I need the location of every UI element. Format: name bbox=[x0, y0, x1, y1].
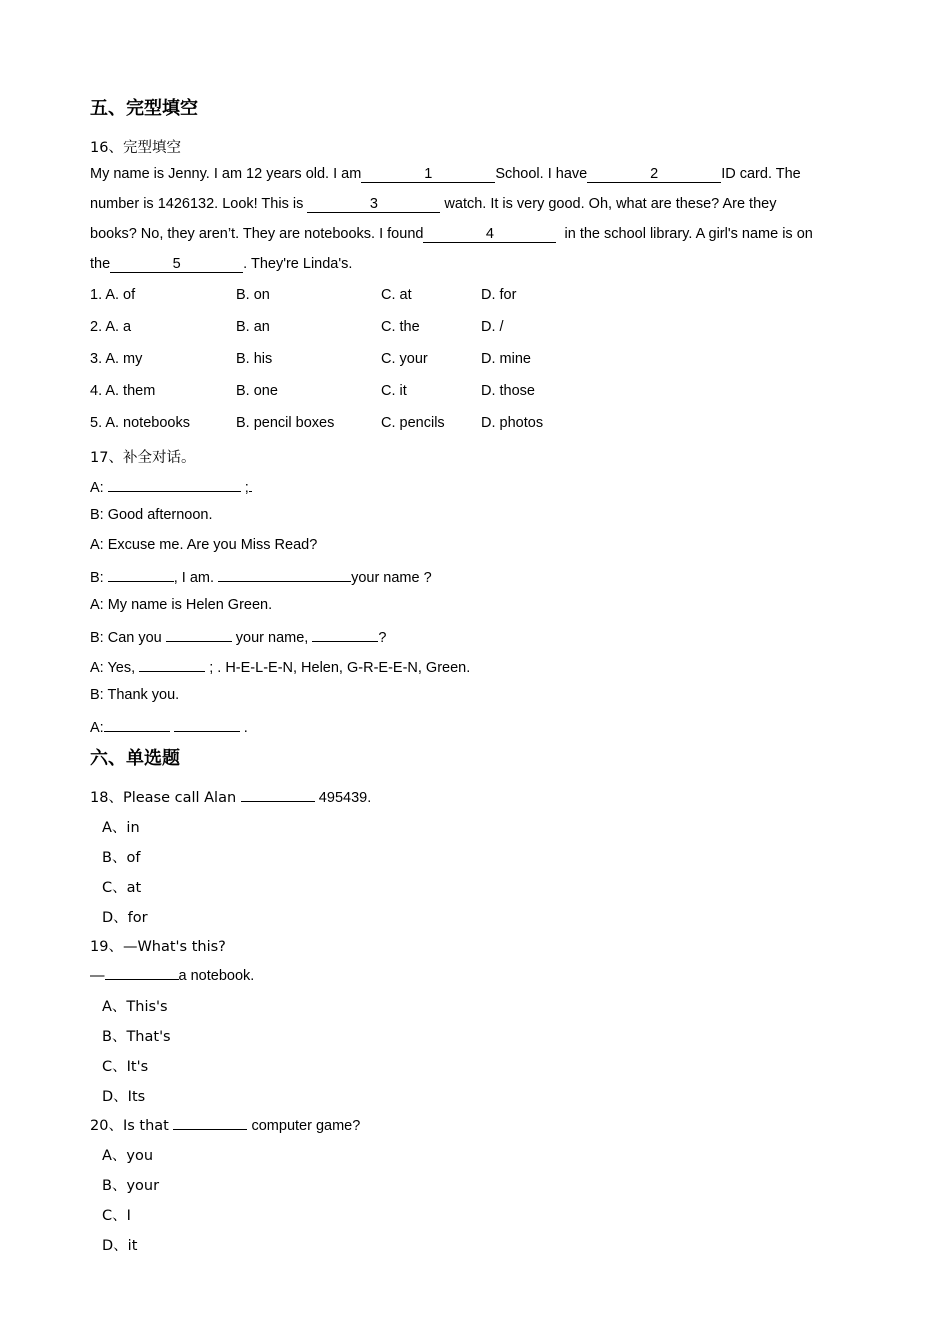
option-5-c[interactable]: C. pencils bbox=[381, 415, 445, 431]
option-4-b[interactable]: B. one bbox=[236, 383, 278, 399]
dialog-line-1 bbox=[90, 477, 252, 496]
dialog-blank[interactable] bbox=[218, 567, 351, 582]
dialog-blank[interactable] bbox=[174, 717, 240, 732]
section-title-single-choice: 六、单选题 bbox=[90, 748, 180, 769]
option-1-c[interactable]: C. at bbox=[381, 287, 412, 303]
q20-choice-a[interactable]: A、you bbox=[102, 1148, 154, 1164]
option-2-d[interactable]: D. / bbox=[481, 319, 504, 335]
cloze-text: School. I have bbox=[495, 166, 588, 182]
dialog-blank-tail bbox=[249, 477, 252, 492]
option-5-a[interactable]: 5. A. notebooks bbox=[90, 415, 190, 431]
option-3-b[interactable]: B. his bbox=[236, 351, 273, 367]
option-5-b[interactable]: B. pencil boxes bbox=[236, 415, 335, 431]
dialog-text: , I am. bbox=[173, 570, 219, 586]
dialog-text: ; . H-E-L-E-N, Helen, G-R-E-E-N, Green. bbox=[205, 660, 471, 676]
dialog-line-4 bbox=[90, 567, 432, 586]
question-19-answer-line bbox=[90, 965, 254, 984]
dialog-text: A: bbox=[90, 720, 104, 736]
section-title-cloze: 五、完型填空 bbox=[90, 98, 198, 119]
question-text: — bbox=[90, 968, 105, 984]
dialog-text: A: Yes, bbox=[90, 660, 140, 676]
dialog-blank[interactable] bbox=[108, 477, 241, 492]
question-text: a notebook. bbox=[178, 968, 255, 984]
q20-choice-c[interactable]: C、I bbox=[102, 1208, 131, 1224]
option-4-d[interactable]: D. those bbox=[481, 383, 535, 399]
dialog-line-9 bbox=[90, 717, 248, 736]
cloze-text: My name is Jenny. I am 12 years old. I am bbox=[90, 166, 362, 182]
answer-blank[interactable] bbox=[173, 1115, 247, 1130]
q18-choice-c[interactable]: C、at bbox=[102, 880, 142, 896]
dialog-text: A: bbox=[90, 480, 108, 496]
option-3-d[interactable]: D. mine bbox=[481, 351, 531, 367]
cloze-blank-2[interactable]: 2 bbox=[587, 167, 721, 183]
option-5-d[interactable]: D. photos bbox=[481, 415, 544, 431]
dialog-blank[interactable] bbox=[108, 567, 174, 582]
option-2-a[interactable]: 2. A. a bbox=[90, 319, 132, 335]
q20-choice-d[interactable]: D、it bbox=[102, 1238, 138, 1254]
dialog-text: your name, bbox=[231, 630, 313, 646]
q18-choice-a[interactable]: A、in bbox=[102, 820, 140, 836]
question-text: 20、Is that bbox=[90, 1118, 174, 1134]
option-1-a[interactable]: 1. A. of bbox=[90, 287, 136, 303]
dialog-text: . bbox=[239, 720, 248, 736]
q18-choice-b[interactable]: B、of bbox=[102, 850, 141, 866]
cloze-text: books? No, they aren’t. They are notebooks. I found bbox=[90, 226, 424, 242]
cloze-blank-1[interactable]: 1 bbox=[361, 167, 495, 183]
dialog-line-8: B: Thank you. bbox=[90, 687, 180, 703]
cloze-blank-4[interactable]: 4 bbox=[423, 227, 556, 243]
dialog-text: B: Can you bbox=[90, 630, 166, 646]
question-20-stem bbox=[90, 1114, 360, 1135]
dialog-blank[interactable] bbox=[139, 657, 205, 672]
cloze-blank-3[interactable]: 3 bbox=[307, 197, 440, 213]
answer-blank[interactable] bbox=[241, 787, 315, 802]
dialog-line-2: B: Good afternoon. bbox=[90, 507, 213, 523]
cloze-paragraph-line-4 bbox=[90, 256, 352, 273]
dialog-text: your name ? bbox=[351, 570, 432, 586]
option-4-c[interactable]: C. it bbox=[381, 383, 407, 399]
question-16-label: 16、完型填空 bbox=[90, 140, 181, 156]
dialog-blank[interactable] bbox=[166, 627, 232, 642]
question-18-stem bbox=[90, 786, 371, 807]
cloze-text: the bbox=[90, 256, 111, 272]
dialog-line-3: A: Excuse me. Are you Miss Read? bbox=[90, 537, 318, 553]
dialog-blank[interactable] bbox=[312, 627, 378, 642]
option-3-c[interactable]: C. your bbox=[381, 351, 428, 367]
option-3-a[interactable]: 3. A. my bbox=[90, 351, 143, 367]
q19-choice-b[interactable]: B、That's bbox=[102, 1029, 171, 1045]
dialog-blank[interactable] bbox=[104, 717, 170, 732]
dialog-text: B: bbox=[90, 570, 108, 586]
question-19-stem: 19、—What's this? bbox=[90, 939, 226, 955]
cloze-paragraph-line-1 bbox=[90, 166, 801, 183]
question-text: 495439. bbox=[314, 790, 372, 806]
q20-choice-b[interactable]: B、your bbox=[102, 1178, 160, 1194]
cloze-text: watch. It is very good. Oh, what are these? Are they bbox=[444, 196, 777, 212]
cloze-paragraph-line-3 bbox=[90, 226, 813, 243]
dialog-line-6 bbox=[90, 627, 386, 646]
cloze-text: number is 1426132. Look! This is bbox=[90, 196, 304, 212]
dialog-line-7 bbox=[90, 657, 470, 676]
question-text: computer game? bbox=[247, 1118, 361, 1134]
q19-choice-a[interactable]: A、This's bbox=[102, 999, 168, 1015]
q19-choice-c[interactable]: C、It's bbox=[102, 1059, 149, 1075]
option-4-a[interactable]: 4. A. them bbox=[90, 383, 156, 399]
question-text: 18、Please call Alan bbox=[90, 790, 241, 806]
cloze-text: ID card. The bbox=[721, 166, 801, 182]
option-1-d[interactable]: D. for bbox=[481, 287, 517, 303]
dialog-line-5: A: My name is Helen Green. bbox=[90, 597, 273, 613]
option-2-c[interactable]: C. the bbox=[381, 319, 420, 335]
answer-blank[interactable] bbox=[105, 965, 179, 980]
q19-choice-d[interactable]: D、Its bbox=[102, 1089, 146, 1105]
cloze-text: . They're Linda's. bbox=[243, 256, 353, 272]
q18-choice-d[interactable]: D、for bbox=[102, 910, 148, 926]
dialog-text: ; bbox=[240, 480, 249, 496]
cloze-blank-5[interactable]: 5 bbox=[110, 257, 243, 273]
cloze-paragraph-line-2 bbox=[90, 196, 776, 213]
option-2-b[interactable]: B. an bbox=[236, 319, 270, 335]
question-17-label: 17、补全对话。 bbox=[90, 450, 196, 466]
dialog-text: ? bbox=[378, 630, 387, 646]
option-1-b[interactable]: B. on bbox=[236, 287, 270, 303]
cloze-text: in the school library. A girl's name is on bbox=[564, 226, 813, 242]
